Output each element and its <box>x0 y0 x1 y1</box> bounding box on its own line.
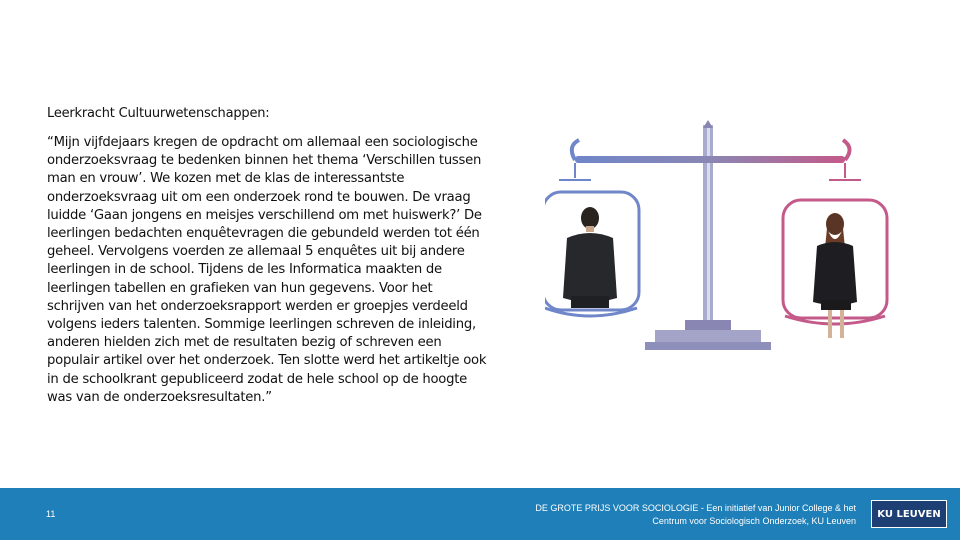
testimonial-quote: “Mijn vijfdejaars kregen de opdracht om allemaal een sociologische onderzoeksvraag te bedenken binnen het thema ‘Verschillen tussen man en vrouw’. We kozen met de klas de interessantste onderzoeksvraag uit om een onderzoek rond te bouwen. De vraag luidde ‘Gaan jongens en meisjes verschillend om met huiswerk?’ De leerlingen bedachten enquêtevragen die gebundeld werden tot één geheel. Vervolgens voerden ze allemaal 5 enquêtes uit bij andere leerlingen in de school. Tijdens de les Informatica maakten de leerlingen tabellen en grafieken van hun gegevens. Voor het schrijven van het onderzoeksrapport werden er groepjes verdeeld volgens ieders talenten. Sommige leerlingen schreven de inleiding, anderen hielden zich met de resultaten bezig of schreven een populair artikel over het onderzoek. Ten slotte werd het artikeltje ook in de schoolkrant gepubliceerd zodat de hele school op de hoogte was van de onderzoeksresultaten.” <box>47 135 487 405</box>
footer-credit-line-2: Centrum voor Sociologisch Onderzoek, KU Leuven <box>652 516 856 526</box>
page-number: 11 <box>46 509 56 519</box>
footer-bar <box>0 488 960 540</box>
scale-pillar <box>645 120 771 350</box>
man-figure <box>563 207 617 308</box>
footer-credit <box>436 502 856 528</box>
ku-leuven-logo: KU LEUVEN <box>871 500 947 528</box>
footer-credit-line-1: DE GROTE PRIJS VOOR SOCIOLOGIE - Een initiatief van Junior College & het <box>535 503 856 513</box>
slide-heading: Leerkracht Cultuurwetenschappen: <box>47 106 270 121</box>
balance-scale-illustration <box>545 120 915 365</box>
